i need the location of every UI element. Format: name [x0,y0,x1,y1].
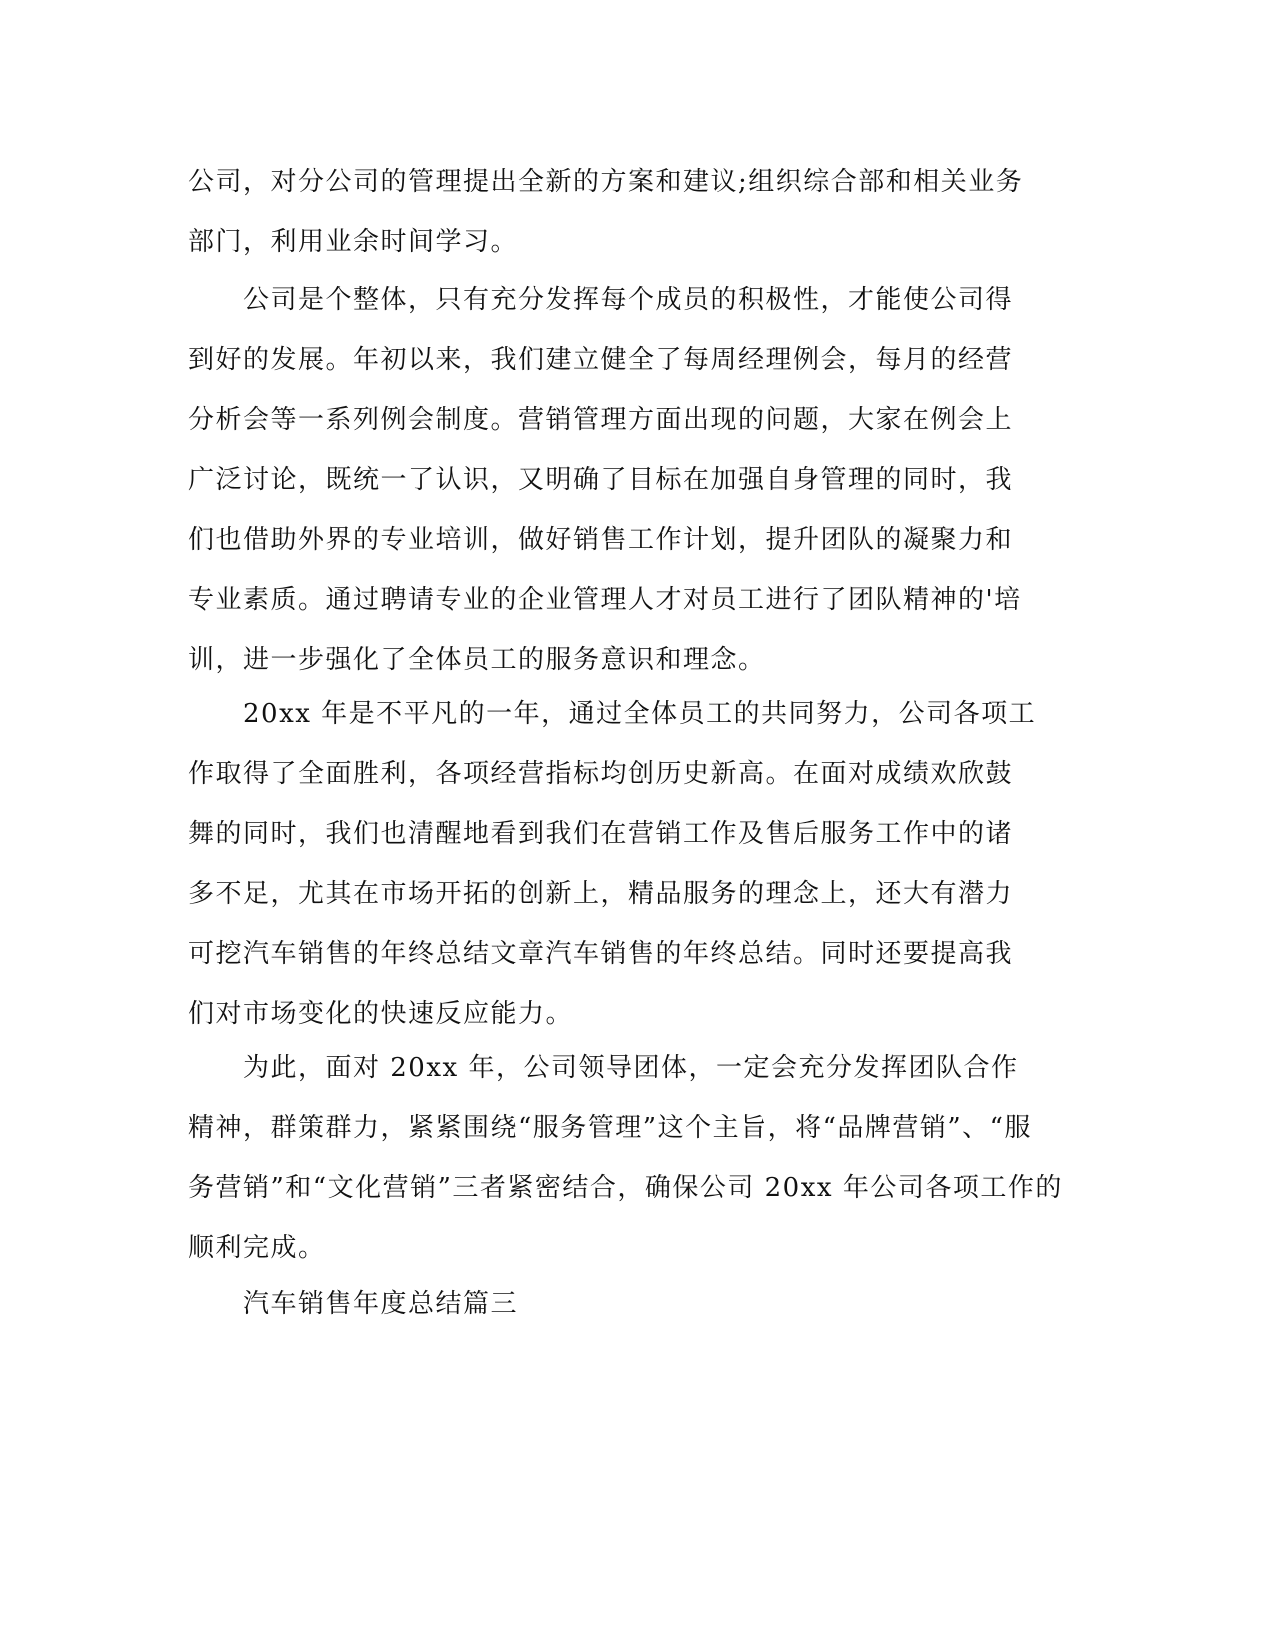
text-line: 广泛讨论，既统一了认识，又明确了目标在加强自身管理的同时，我 [188,465,1014,495]
text-line: 训，进一步强化了全体员工的服务意识和理念。 [188,645,766,675]
text-line: 们对市场变化的快速反应能力。 [188,999,574,1029]
text-line: 精神，群策群力，紧紧围绕“服务管理”这个主旨，将“品牌营销”、“服 [188,1113,1032,1143]
heading-line: 汽车销售年度总结篇三 [188,1289,519,1319]
paragraph-1 [188,152,1088,272]
text-line: 为此，面对 20xx 年，公司领导团体，一定会充分发挥团队合作 [188,1053,1019,1083]
text-line: 到好的发展。年初以来，我们建立健全了每周经理例会，每月的经营 [188,345,1014,375]
paragraph-3 [188,684,1088,1044]
text-line: 公司是个整体，只有充分发挥每个成员的积极性，才能使公司得 [188,285,1014,315]
paragraph-4 [188,1038,1088,1278]
text-line: 顺利完成。 [188,1233,326,1263]
text-line: 公司，对分公司的管理提出全新的方案和建议;组织综合部和相关业务 [188,167,1024,197]
text-line: 务营销”和“文化营销”三者紧密结合，确保公司 20xx 年公司各项工作的 [188,1173,1063,1203]
text-line: 专业素质。通过聘请专业的企业管理人才对员工进行了团队精神的'培 [188,585,1022,615]
text-line: 分析会等一系列例会制度。营销管理方面出现的问题，大家在例会上 [188,405,1014,435]
text-line: 们也借助外界的专业培训，做好销售工作计划，提升团队的凝聚力和 [188,525,1014,555]
text-line: 可挖汽车销售的年终总结文章汽车销售的年终总结。同时还要提高我 [188,939,1014,969]
text-line: 多不足，尤其在市场开拓的创新上，精品服务的理念上，还大有潜力 [188,879,1014,909]
text-line: 作取得了全面胜利，各项经营指标均创历史新高。在面对成绩欢欣鼓 [188,759,1014,789]
text-line: 舞的同时，我们也清醒地看到我们在营销工作及售后服务工作中的诸 [188,819,1014,849]
paragraph-2 [188,270,1088,690]
text-line: 20xx 年是不平凡的一年，通过全体员工的共同努力，公司各项工 [188,699,1037,729]
text-line: 部门，利用业余时间学习。 [188,227,519,257]
section-heading [188,1274,1088,1334]
